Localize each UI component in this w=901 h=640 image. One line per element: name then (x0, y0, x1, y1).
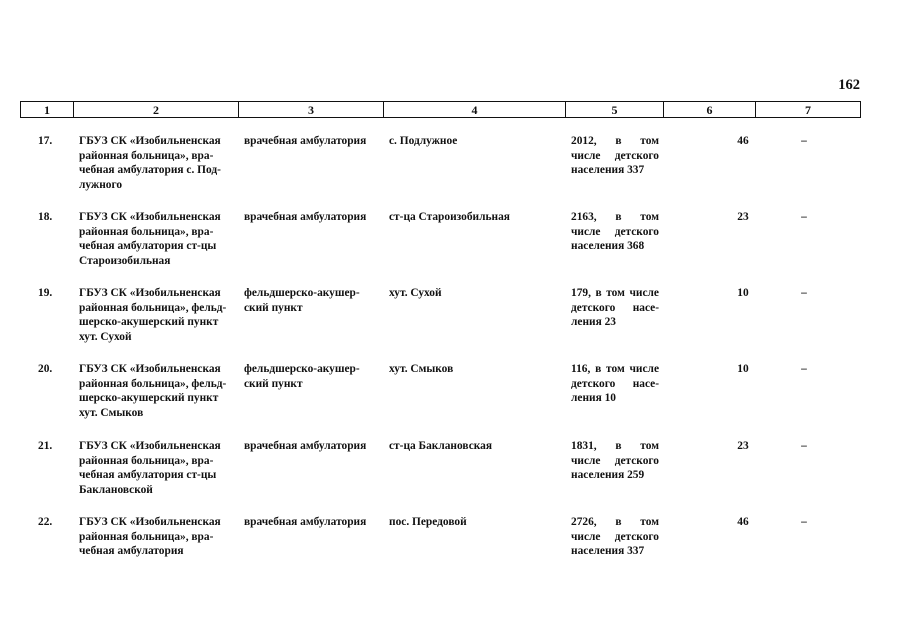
facility-name: ГБУЗ СК «Изобильненская районная больница», фельд-шерско-акушерский пункт хут. Сухой (79, 287, 227, 343)
column-7-value: – (801, 516, 807, 528)
population: 116, в том числе детского насе-ления 10 (571, 363, 659, 405)
column-7-value: – (801, 211, 807, 223)
facility-type: врачебная амбулатория (244, 135, 367, 147)
settlement: хут. Смыков (389, 363, 454, 375)
facility-name: ГБУЗ СК «Изобильненская районная больница», вра-чебная амбулатория ст-цы Староизобильная (79, 211, 221, 267)
column-6-value: 10 (737, 363, 749, 375)
row-number: 20. (38, 363, 53, 375)
facility-type: врачебная амбулатория (244, 440, 367, 452)
column-number-7: 7 (756, 102, 861, 118)
facility-type: врачебная амбулатория (244, 211, 367, 223)
page-number: 162 (838, 77, 860, 93)
settlement: пос. Передовой (389, 516, 467, 528)
row-number: 21. (38, 440, 53, 452)
settlement: с. Подлужное (389, 135, 458, 147)
column-6-value: 46 (737, 135, 749, 147)
column-number-6: 6 (664, 102, 756, 118)
row-number: 18. (38, 211, 53, 223)
row-number: 22. (38, 516, 53, 528)
facility-type: фельдшерско-акушер-ский пункт (244, 287, 360, 314)
column-6-value: 23 (737, 211, 749, 223)
facility-name: ГБУЗ СК «Изобильненская районная больница», вра-чебная амбулатория (79, 516, 221, 558)
column-6-value: 10 (737, 287, 749, 299)
column-7-value: – (801, 287, 807, 299)
column-number-3: 3 (239, 102, 384, 118)
facility-type: врачебная амбулатория (244, 516, 367, 528)
settlement: ст-ца Староизобильная (389, 211, 510, 223)
column-number-1: 1 (21, 102, 74, 118)
facility-name: ГБУЗ СК «Изобильненская районная больница», вра-чебная амбулатория с. Под-лужного (79, 135, 221, 191)
row-number: 17. (38, 135, 53, 147)
facility-type: фельдшерско-акушер-ский пункт (244, 363, 360, 390)
population: 2012, в том числе детского населения 337 (571, 135, 659, 177)
settlement: ст-ца Баклановская (389, 440, 492, 452)
column-7-value: – (801, 440, 807, 452)
population: 2163, в том числе детского населения 368 (571, 211, 659, 253)
population: 2726, в том числе детского населения 337 (571, 516, 659, 558)
column-number-5: 5 (566, 102, 664, 118)
row-number: 19. (38, 287, 53, 299)
population: 1831, в том числе детского населения 259 (571, 440, 659, 482)
column-6-value: 46 (737, 516, 749, 528)
facility-name: ГБУЗ СК «Изобильненская районная больница», фельд-шерско-акушерский пункт хут. Смыков (79, 363, 227, 419)
column-7-value: – (801, 135, 807, 147)
column-7-value: – (801, 363, 807, 375)
facility-name: ГБУЗ СК «Изобильненская районная больница», вра-чебная амбулатория ст-цы Баклановской (79, 440, 221, 496)
column-6-value: 23 (737, 440, 749, 452)
settlement: хут. Сухой (389, 287, 442, 299)
column-number-2: 2 (74, 102, 239, 118)
population: 179, в том числе детского насе-ления 23 (571, 287, 659, 329)
column-number-4: 4 (384, 102, 566, 118)
